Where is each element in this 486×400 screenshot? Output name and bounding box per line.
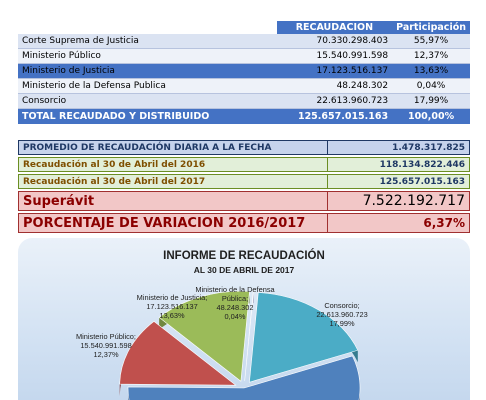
row-pct: 13,63% (392, 64, 470, 79)
pie-label-line: 13,63% (159, 311, 185, 320)
rec2017-value: 125.657.015.163 (327, 174, 470, 189)
pie-chart (18, 238, 470, 400)
table-row (18, 64, 470, 79)
row-pct: 55,97% (392, 34, 470, 49)
row-name: Ministerio de Justicia (18, 64, 277, 79)
pie-label-line: 48.248.302 (216, 303, 254, 312)
pie-label-line: 0,04% (224, 312, 246, 321)
chart-title: INFORME DE RECAUDACIÓN (163, 250, 325, 262)
rec2016-value: 118.134.822.446 (327, 157, 470, 172)
rec2017-row (18, 174, 470, 189)
variacion-label: PORCENTAJE DE VARIACION 2016/2017 (18, 213, 327, 233)
table-header (18, 21, 470, 34)
pie-label-line: Consorcio; (324, 301, 360, 310)
row-value: 17.123.516.137 (277, 64, 392, 79)
rec2016-label: Recaudación al 30 de Abril del 2016 (18, 157, 327, 172)
rec2016-row (18, 157, 470, 172)
superavit-value: 7.522.192.717 (327, 191, 470, 211)
rec2017-label: Recaudación al 30 de Abril del 2017 (18, 174, 327, 189)
row-pct: 17,99% (392, 94, 470, 109)
pie-label-line: Ministerio Público; (76, 332, 136, 341)
variacion-row (18, 213, 470, 233)
row-value: 22.613.960.723 (277, 94, 392, 109)
row-value: 70.330.298.403 (277, 34, 392, 49)
superavit-row (18, 191, 470, 211)
pie-label-line: Ministerio de Justicia; (136, 293, 208, 302)
pie-slice-label (190, 285, 280, 321)
chart-subtitle: AL 30 DE ABRIL DE 2017 (193, 265, 295, 275)
recaudacion-table (18, 21, 470, 124)
total-label: TOTAL RECAUDADO Y DISTRIBUIDO (18, 109, 277, 125)
row-value: 15.540.991.598 (277, 49, 392, 64)
pie-slice-label (302, 301, 382, 328)
row-pct: 0,04% (392, 79, 470, 94)
promedio-row (18, 140, 470, 155)
variacion-value: 6,37% (327, 213, 470, 233)
pie-label-line: Ministerio de la Defensa Pública; (195, 285, 275, 303)
total-pct: 100,00% (392, 109, 470, 125)
table-row (18, 79, 470, 94)
row-name: Corte Suprema de Justicia (18, 34, 277, 49)
promedio-value: 1.478.317.825 (327, 140, 470, 155)
promedio-label: PROMEDIO DE RECAUDACIÓN DIARIA A LA FECHA (18, 140, 327, 155)
row-name: Consorcio (18, 94, 277, 109)
total-value: 125.657.015.163 (277, 109, 392, 125)
header-recaudacion: RECAUDACION (277, 21, 392, 34)
row-pct: 12,37% (392, 49, 470, 64)
table-row (18, 49, 470, 64)
table-row (18, 94, 470, 109)
table-row (18, 34, 470, 49)
pie-label-line: 22.613.960.723 (316, 310, 368, 319)
pie-label-line: 17.123.516.137 (146, 302, 198, 311)
row-name: Ministerio Público (18, 49, 277, 64)
pie-slice-label (66, 332, 146, 359)
pie-label-line: 17,99% (329, 319, 355, 328)
superavit-label: Superávit (18, 191, 327, 211)
total-row (18, 109, 470, 125)
header-participacion: Participación (392, 21, 470, 34)
summary-table (18, 138, 470, 235)
pie-label-line: 15.540.991.598 (80, 341, 132, 350)
row-name: Ministerio de la Defensa Publica (18, 79, 277, 94)
pie-label-line: 12,37% (93, 350, 119, 359)
row-value: 48.248.302 (277, 79, 392, 94)
